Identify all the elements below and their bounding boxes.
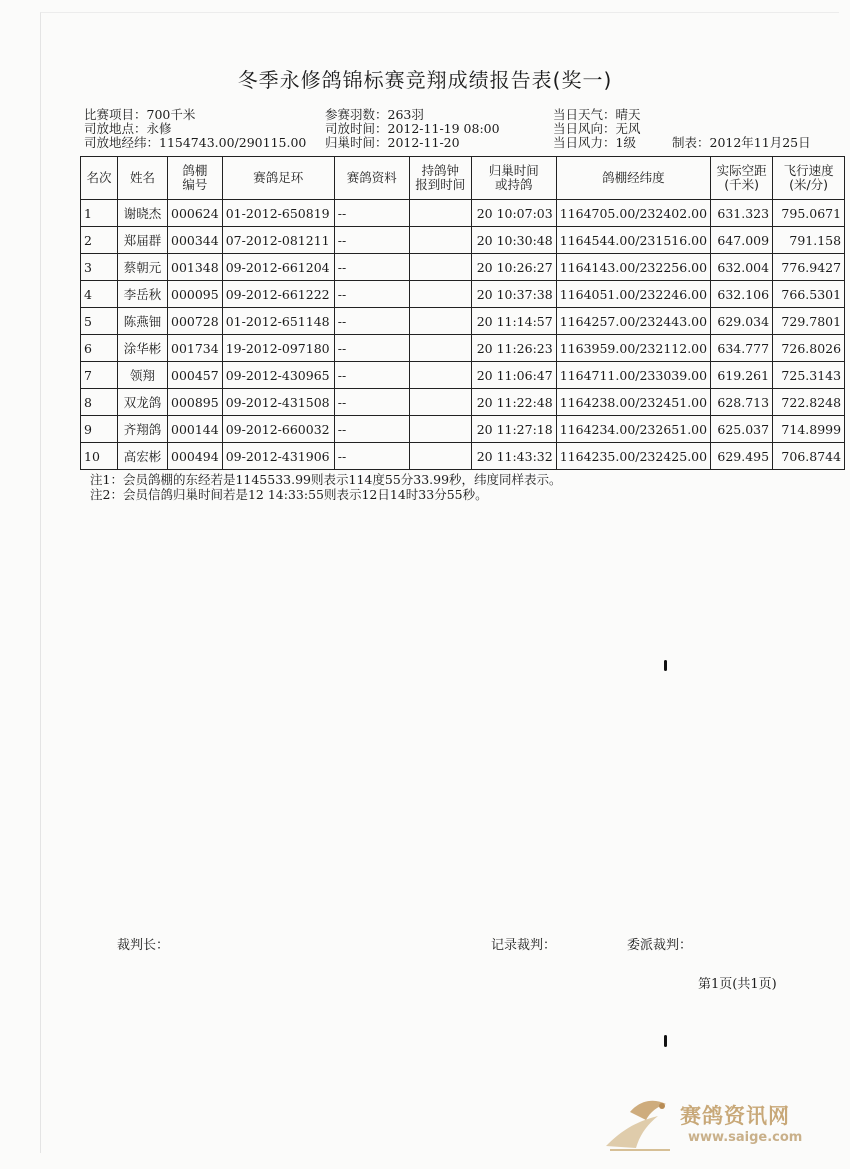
meta-wind-direction: 当日风向：无风 [553, 121, 641, 136]
meta-release-time: 司放时间：2012-11-19 08:00 [325, 121, 500, 136]
cell-name: 高宏彬 [118, 443, 168, 470]
table-row [81, 443, 845, 470]
meta-middle [325, 108, 500, 150]
col-coords: 鸽棚经纬度 [556, 157, 710, 200]
report-title: 冬季永修鸽锦标赛竞翔成绩报告表(奖一) [237, 68, 613, 92]
cell-name: 涂华彬 [118, 335, 168, 362]
table-row [81, 200, 845, 227]
cell-clock-time [409, 281, 471, 308]
cell-distance: 632.106 [711, 281, 773, 308]
cell-loft-id: 000494 [168, 443, 223, 470]
cell-loft-id: 000624 [168, 200, 223, 227]
meta-release-coords: 司放地经纬：1154743.00/290115.00 [84, 135, 307, 150]
cell-info: -- [334, 389, 409, 416]
cell-coords: 1164238.00/232451.00 [556, 389, 710, 416]
cell-return-time: 20 11:06:47 [471, 362, 556, 389]
cell-loft-id: 000344 [168, 227, 223, 254]
table-header-row [81, 157, 845, 200]
watermark-url: www.saige.com [688, 1130, 803, 1145]
cell-distance: 632.004 [711, 254, 773, 281]
cell-ring: 01-2012-650819 [222, 200, 334, 227]
cell-clock-time [409, 335, 471, 362]
cell-info: -- [334, 254, 409, 281]
results-table [80, 156, 845, 470]
cell-loft-id: 000095 [168, 281, 223, 308]
col-clock-time: 持鸽钟 报到时间 [409, 157, 471, 200]
cell-speed: 722.8248 [773, 389, 845, 416]
table-row [81, 416, 845, 443]
cell-rank: 3 [81, 254, 118, 281]
meta-made-date: 制表：2012年11月25日 [672, 135, 811, 150]
cell-ring: 09-2012-431508 [222, 389, 334, 416]
cell-rank: 1 [81, 200, 118, 227]
cell-distance: 629.034 [711, 308, 773, 335]
cell-return-time: 20 11:22:48 [471, 389, 556, 416]
table-row [81, 254, 845, 281]
cell-info: -- [334, 281, 409, 308]
cell-info: -- [334, 362, 409, 389]
cell-clock-time [409, 254, 471, 281]
col-speed: 飞行速度 (米/分) [773, 157, 845, 200]
watermark-text: 赛鸽资讯网 [680, 1104, 790, 1128]
meta-entries: 参赛羽数：263羽 [325, 107, 424, 122]
cell-info: -- [334, 227, 409, 254]
cell-info: -- [334, 335, 409, 362]
cell-speed: 706.8744 [773, 443, 845, 470]
cell-info: -- [334, 308, 409, 335]
cell-speed: 725.3143 [773, 362, 845, 389]
cell-coords: 1164257.00/232443.00 [556, 308, 710, 335]
meta-right [553, 108, 641, 150]
cell-rank: 9 [81, 416, 118, 443]
cell-name: 陈燕钿 [118, 308, 168, 335]
cell-distance: 647.009 [711, 227, 773, 254]
notes [90, 472, 562, 502]
cell-info: -- [334, 200, 409, 227]
cell-coords: 1164705.00/232402.00 [556, 200, 710, 227]
cell-distance: 634.777 [711, 335, 773, 362]
cell-clock-time [409, 227, 471, 254]
note-2: 注2：会员信鸽归巢时间若是12 14:33:55则表示12日14时33分55秒。 [90, 487, 488, 502]
cell-speed: 766.5301 [773, 281, 845, 308]
cell-rank: 8 [81, 389, 118, 416]
col-distance: 实际空距 (千米) [711, 157, 773, 200]
cell-return-time: 20 10:07:03 [471, 200, 556, 227]
cell-return-time: 20 10:37:38 [471, 281, 556, 308]
cell-return-time: 20 11:26:23 [471, 335, 556, 362]
cell-loft-id: 000728 [168, 308, 223, 335]
cell-name: 蔡朝元 [118, 254, 168, 281]
cell-rank: 2 [81, 227, 118, 254]
meta-weather: 当日天气：晴天 [553, 107, 641, 122]
table-row [81, 308, 845, 335]
cell-coords: 1164143.00/232256.00 [556, 254, 710, 281]
cell-name: 李岳秋 [118, 281, 168, 308]
cell-rank: 6 [81, 335, 118, 362]
chief-judge-label: 裁判长： [117, 938, 170, 953]
col-ring: 赛鸽足环 [222, 157, 334, 200]
cell-return-time: 20 10:26:27 [471, 254, 556, 281]
cell-ring: 09-2012-431906 [222, 443, 334, 470]
meta-return-date: 归巢时间：2012-11-20 [325, 135, 460, 150]
cell-speed: 729.7801 [773, 308, 845, 335]
meta-wind-force: 当日风力：1级 [553, 135, 636, 150]
cell-ring: 09-2012-661204 [222, 254, 334, 281]
cell-distance: 631.323 [711, 200, 773, 227]
cell-rank: 4 [81, 281, 118, 308]
cell-ring: 19-2012-097180 [222, 335, 334, 362]
cell-rank: 7 [81, 362, 118, 389]
col-loft-id: 鸽棚 编号 [168, 157, 223, 200]
meta-event: 比赛项目：700千米 [84, 107, 196, 122]
cell-loft-id: 001734 [168, 335, 223, 362]
cell-distance: 625.037 [711, 416, 773, 443]
cell-coords: 1164544.00/231516.00 [556, 227, 710, 254]
scan-speck [664, 1035, 667, 1047]
cell-speed: 776.9427 [773, 254, 845, 281]
delegate-judge-label: 委派裁判： [627, 938, 693, 953]
col-info: 赛鸽资料 [334, 157, 409, 200]
cell-rank: 10 [81, 443, 118, 470]
table-row [81, 362, 845, 389]
cell-coords: 1163959.00/232112.00 [556, 335, 710, 362]
cell-ring: 09-2012-430965 [222, 362, 334, 389]
cell-info: -- [334, 443, 409, 470]
cell-loft-id: 000144 [168, 416, 223, 443]
cell-ring: 09-2012-660032 [222, 416, 334, 443]
cell-rank: 5 [81, 308, 118, 335]
cell-name: 双龙鸽 [118, 389, 168, 416]
scan-speck [664, 660, 667, 671]
watermark [600, 1092, 810, 1156]
col-name: 姓名 [118, 157, 168, 200]
cell-return-time: 20 11:14:57 [471, 308, 556, 335]
cell-name: 郑届群 [118, 227, 168, 254]
cell-coords: 1164234.00/232651.00 [556, 416, 710, 443]
table-row [81, 227, 845, 254]
recorder-judge-label: 记录裁判： [491, 938, 557, 953]
cell-name: 齐翔鸽 [118, 416, 168, 443]
cell-clock-time [409, 416, 471, 443]
meta-left [84, 108, 306, 150]
cell-coords: 1164051.00/232246.00 [556, 281, 710, 308]
cell-coords: 1164235.00/232425.00 [556, 443, 710, 470]
cell-ring: 01-2012-651148 [222, 308, 334, 335]
cell-speed: 791.158 [773, 227, 845, 254]
meta-release-site: 司放地点：永修 [84, 121, 172, 136]
col-return-time: 归巢时间 或持鸽 [471, 157, 556, 200]
cell-speed: 726.8026 [773, 335, 845, 362]
cell-distance: 619.261 [711, 362, 773, 389]
col-rank: 名次 [81, 157, 118, 200]
cell-return-time: 20 10:30:48 [471, 227, 556, 254]
cell-distance: 629.495 [711, 443, 773, 470]
cell-name: 领翔 [118, 362, 168, 389]
table-row [81, 389, 845, 416]
cell-clock-time [409, 308, 471, 335]
cell-name: 谢晓杰 [118, 200, 168, 227]
cell-ring: 09-2012-661222 [222, 281, 334, 308]
cell-ring: 07-2012-081211 [222, 227, 334, 254]
cell-return-time: 20 11:27:18 [471, 416, 556, 443]
cell-loft-id: 000457 [168, 362, 223, 389]
pigeon-logo-icon [600, 1092, 680, 1156]
cell-speed: 714.8999 [773, 416, 845, 443]
cell-info: -- [334, 416, 409, 443]
cell-clock-time [409, 389, 471, 416]
cell-distance: 628.713 [711, 389, 773, 416]
table-row [81, 335, 845, 362]
cell-loft-id: 000895 [168, 389, 223, 416]
cell-return-time: 20 11:43:32 [471, 443, 556, 470]
cell-coords: 1164711.00/233039.00 [556, 362, 710, 389]
cell-loft-id: 001348 [168, 254, 223, 281]
page-number: 第1页(共1页) [698, 977, 777, 992]
cell-clock-time [409, 362, 471, 389]
cell-speed: 795.0671 [773, 200, 845, 227]
cell-clock-time [409, 200, 471, 227]
note-1: 注1：会员鸽棚的东经若是1145533.99则表示114度55分33.99秒，纬度同样表示。 [90, 472, 562, 487]
table-row [81, 281, 845, 308]
cell-clock-time [409, 443, 471, 470]
